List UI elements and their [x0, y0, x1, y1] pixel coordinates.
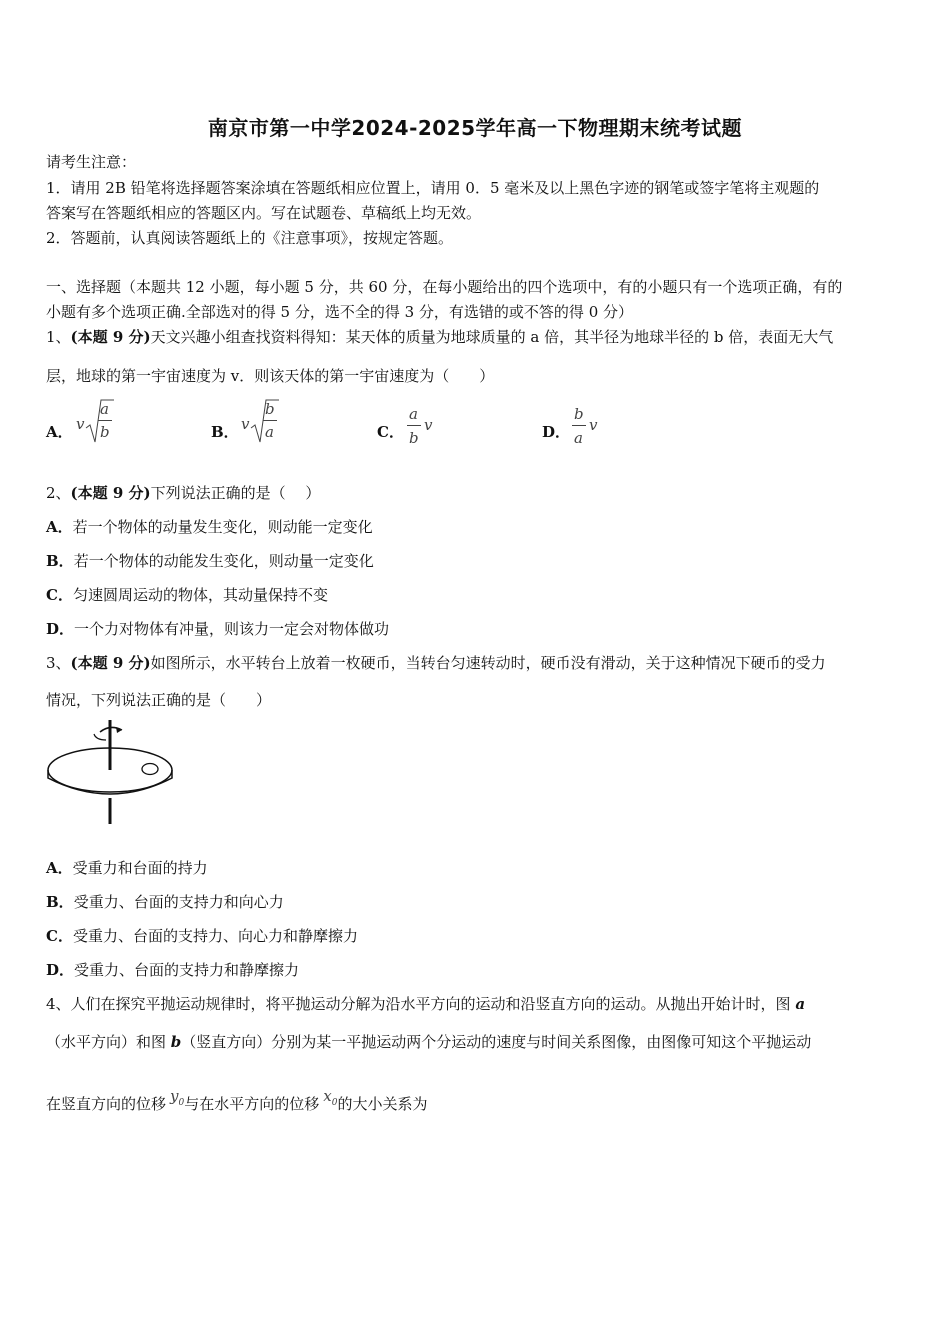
- option-label: C．: [377, 423, 404, 441]
- q2-option-c: [46, 585, 908, 605]
- question-text: 与在水平方向的位移: [184, 1095, 320, 1113]
- option-text: 受重力和台面的持力: [72, 859, 208, 877]
- fraction-numerator: a: [409, 405, 418, 423]
- notice-item-2: 2．答题前，认真阅读答题纸上的《注意事项》，按规定答题。: [46, 229, 454, 247]
- question-4-line-1: [46, 994, 908, 1014]
- y0-letter: y: [170, 1087, 179, 1105]
- q3-option-d: [46, 960, 908, 980]
- option-label: A．: [46, 518, 73, 536]
- page-title: 南京市第一中学2024-2025学年高一下物理期末统考试题: [207, 116, 743, 140]
- question-text: 在竖直方向的位移: [46, 1095, 167, 1113]
- figure-b-label: b: [170, 1033, 182, 1051]
- sqrt-numerator: a: [100, 400, 109, 418]
- option-label: D．: [542, 423, 571, 441]
- question-3-line-1: [46, 653, 908, 673]
- option-text: 一个力对物体有冲量，则该力一定会对物体做功: [74, 620, 390, 638]
- question-1-line-2: 层，地球的第一宇宙速度为 v．则该天体的第一宇宙速度为（ ）: [46, 367, 495, 385]
- option-v: v: [424, 416, 433, 434]
- notice-item-1-line-2: 答案写在答题纸相应的答题区内。写在试题卷、草稿纸上均无效。: [46, 204, 482, 222]
- fraction-bar: [263, 420, 277, 421]
- option-text: 受重力、台面的支持力和静摩擦力: [74, 961, 300, 979]
- question-text: 人们在探究平抛运动规律时，将平抛运动分解为沿水平方向的运动和沿竖直方向的运动。从抛出开始计时，图: [70, 995, 796, 1013]
- question-number: 4、: [46, 995, 71, 1013]
- x0-symbol: [323, 1087, 338, 1108]
- q3-option-b: [46, 892, 908, 912]
- option-v: v: [76, 415, 85, 433]
- section-1-line-2: 小题有多个选项正确.全部选对的得 5 分，选不全的得 3 分，有选错的或不答的得 0 分）: [46, 303, 634, 321]
- sqrt-denominator: a: [265, 423, 274, 441]
- question-score: (本题 9 分): [70, 328, 151, 346]
- option-v: v: [589, 416, 598, 434]
- option-text: 若一个物体的动量发生变化，则动能一定变化: [72, 518, 373, 536]
- turntable-figure: [44, 718, 176, 828]
- question-text: 天文兴趣小组查找资料得知：某天体的质量为地球质量的 a 倍，其半径为地球半径的 b 倍，表面无大气: [150, 328, 834, 346]
- section-1-line-1: 一、选择题（本题共 12 小题，每小题 5 分，共 60 分，在每小题给出的四个选项中，有的小题只有一个选项正确，有的: [46, 278, 843, 296]
- question-score: (本题 9 分): [70, 654, 151, 672]
- figure-a-label: a: [795, 995, 806, 1013]
- option-text: 若一个物体的动能发生变化，则动量一定变化: [73, 552, 374, 570]
- fraction-denominator: b: [409, 429, 419, 447]
- sqrt-denominator: b: [100, 423, 110, 441]
- question-text: 如图所示，水平转台上放着一枚硬币，当转台匀速转动时，硬币没有滑动，关于这种情况下硬币的受力: [150, 654, 826, 672]
- x0-subscript: 0: [331, 1098, 338, 1108]
- q2-option-a: [46, 517, 908, 537]
- y0-subscript: 0: [178, 1098, 185, 1108]
- option-text: 匀速圆周运动的物体，其动量保持不变: [72, 586, 328, 604]
- q2-option-b: [46, 551, 908, 571]
- q3-option-a: [46, 858, 908, 878]
- fraction-bar: [98, 420, 112, 421]
- sqrt-numerator: b: [265, 400, 275, 418]
- question-text: 下列说法正确的是（ ）: [150, 484, 321, 502]
- notice-item-1-line-1: 1．请用 2B 铅笔将选择题答案涂填在答题纸相应位置上，请用 0．5 毫米及以上黑色字迹的钢笔或签字笔将主观题的: [46, 179, 820, 197]
- question-4-line-2: [46, 1032, 908, 1052]
- option-label: C．: [46, 927, 73, 945]
- option-text: 受重力、台面的支持力和向心力: [73, 893, 284, 911]
- fraction-bar: [407, 425, 421, 426]
- question-number: 1、: [46, 328, 71, 346]
- q2-option-d: [46, 619, 908, 639]
- x0-letter: x: [323, 1087, 332, 1105]
- option-label: B．: [46, 893, 74, 911]
- question-2-line: [46, 483, 908, 503]
- question-3-line-2: 情况，下列说法正确的是（ ）: [46, 691, 272, 709]
- question-text: 的大小关系为: [337, 1095, 428, 1113]
- question-number: 2、: [46, 484, 71, 502]
- question-number: 3、: [46, 654, 71, 672]
- option-text: 受重力、台面的支持力、向心力和静摩擦力: [72, 927, 358, 945]
- option-label: B．: [46, 552, 74, 570]
- question-4-line-3: [46, 1087, 908, 1121]
- question-score: (本题 9 分): [70, 484, 151, 502]
- option-label: D．: [46, 961, 75, 979]
- question-text: （竖直方向）分别为某一平抛运动两个分运动的速度与时间关系图像，由图像可知这个平抛运动: [181, 1033, 812, 1051]
- option-label: A．: [46, 859, 73, 877]
- option-v: v: [241, 415, 250, 433]
- option-label: A．: [46, 423, 73, 441]
- fraction-denominator: a: [574, 429, 583, 447]
- fraction-bar: [572, 425, 586, 426]
- question-1-line-1: [46, 327, 908, 347]
- notice-heading: 请考生注意：: [46, 153, 137, 171]
- q3-option-c: [46, 926, 908, 946]
- option-label: C．: [46, 586, 73, 604]
- question-text: （水平方向）和图: [46, 1033, 171, 1051]
- option-label: D．: [46, 620, 75, 638]
- y0-symbol: [170, 1087, 185, 1108]
- option-label: B．: [211, 423, 239, 441]
- fraction-numerator: b: [574, 405, 584, 423]
